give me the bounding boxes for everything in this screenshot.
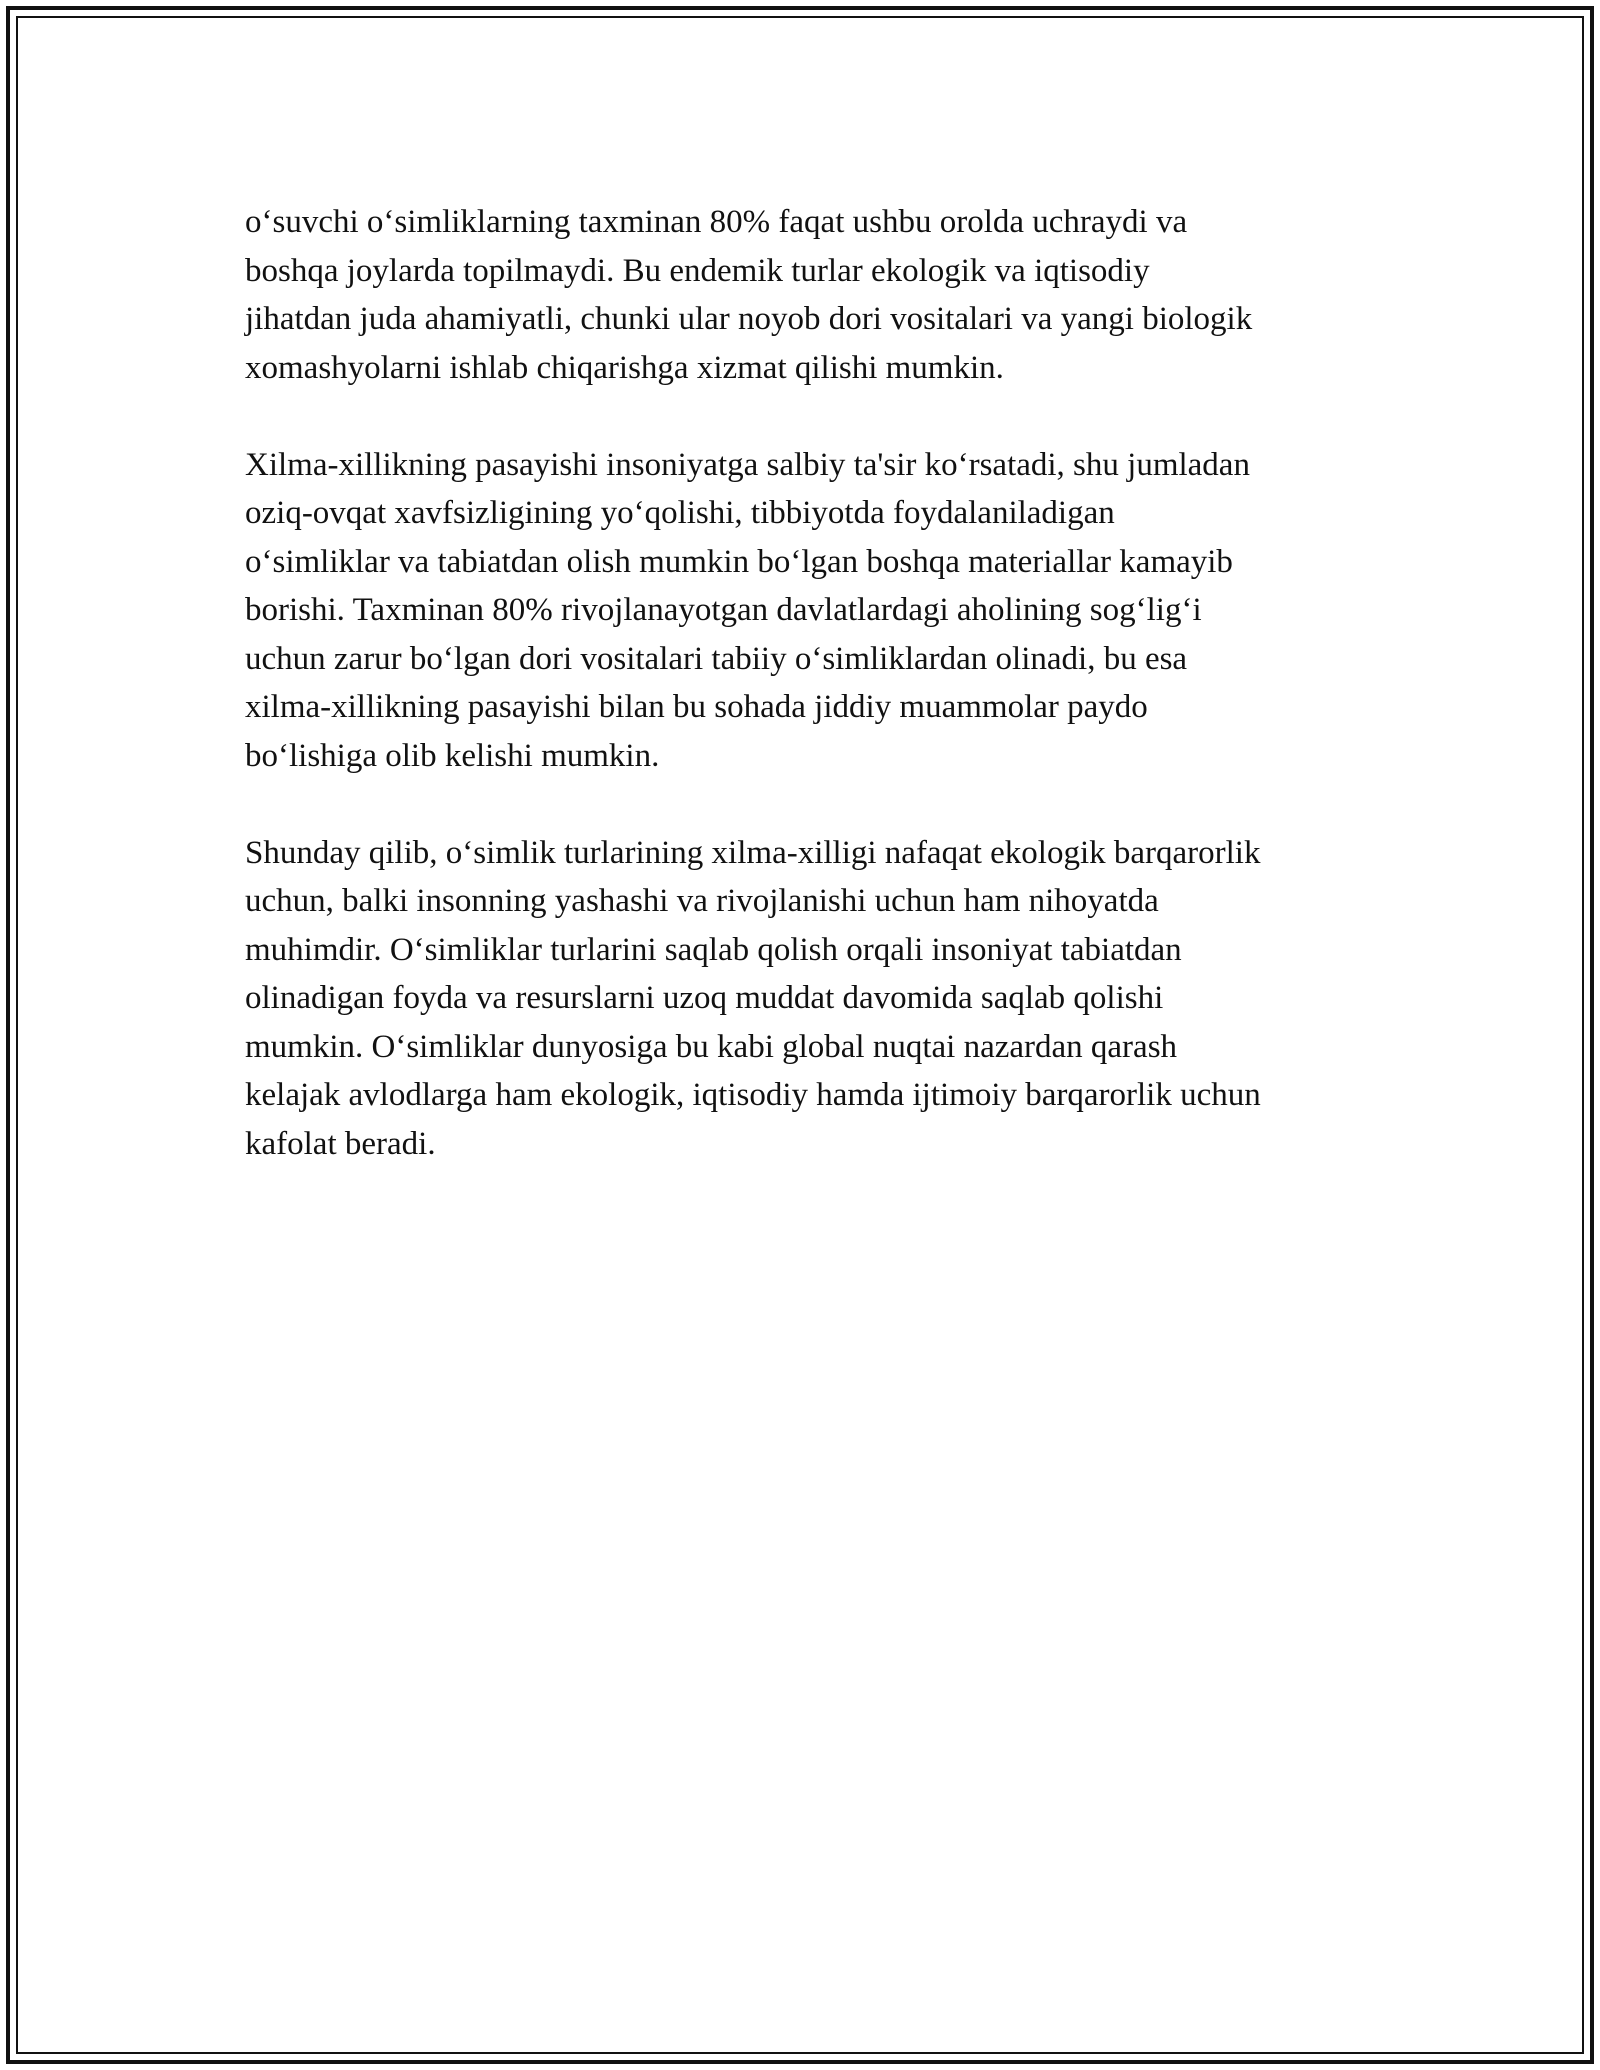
paragraph-1 <box>245 198 1395 392</box>
text-line: uchun zarur bo‘lgan dori vositalari tabiiy o‘simliklardan olinadi, bu esa <box>245 640 1188 677</box>
text-line: mumkin. O‘simliklar dunyosiga bu kabi global nuqtai nazardan qarash <box>245 1028 1178 1065</box>
text-line: muhimdir. O‘simliklar turlarini saqlab qolish orqali insoniyat tabiatdan <box>245 931 1182 968</box>
document-body <box>245 198 1395 1217</box>
text-line: jihatdan juda ahamiyatli, chunki ular noyob dori vositalari va yangi biologik <box>245 301 1253 337</box>
text-line: kafolat beradi. <box>245 1125 436 1162</box>
text-line: olinadigan foyda va resurslarni uzoq muddat davomida saqlab qolishi <box>245 980 1164 1016</box>
text-line: bo‘lishiga olib kelishi mumkin. <box>245 737 660 774</box>
text-line: Xilma-xillikning pasayishi insoniyatga salbiy ta'sir ko‘rsatadi, shu jumladan <box>245 446 1250 483</box>
text-line: boshqa joylarda topilmaydi. Bu endemik turlar ekologik va iqtisodiy <box>245 252 1150 289</box>
text-line: o‘suvchi o‘simliklarning taxminan 80% faqat ushbu orolda uchraydi va <box>245 204 1188 240</box>
paragraph-3 <box>245 829 1395 1169</box>
text-line: xomashyolarni ishlab chiqarishga xizmat qilishi mumkin. <box>245 349 1004 386</box>
text-line: o‘simliklar va tabiatdan olish mumkin bo‘lgan boshqa materiallar kamayib <box>245 543 1233 580</box>
paragraph-2 <box>245 441 1395 781</box>
text-line: oziq-ovqat xavfsizligining yo‘qolishi, tibbiyotda foydalaniladigan <box>245 495 1115 531</box>
text-line: Shunday qilib, o‘simlik turlarining xilma-xilligi nafaqat ekologik barqarorlik <box>245 834 1261 871</box>
text-line: kelajak avlodlarga ham ekologik, iqtisodiy hamda ijtimoiy barqarorlik uchun <box>245 1077 1261 1113</box>
text-line: uchun, balki insonning yashashi va rivojlanishi uchun ham nihoyatda <box>245 883 1159 919</box>
text-line: borishi. Taxminan 80% rivojlanayotgan davlatlardagi aholining sog‘lig‘i <box>245 592 1202 628</box>
text-line: xilma-xillikning pasayishi bilan bu sohada jiddiy muammolar paydo <box>245 689 1148 725</box>
page-border <box>6 6 1594 2064</box>
